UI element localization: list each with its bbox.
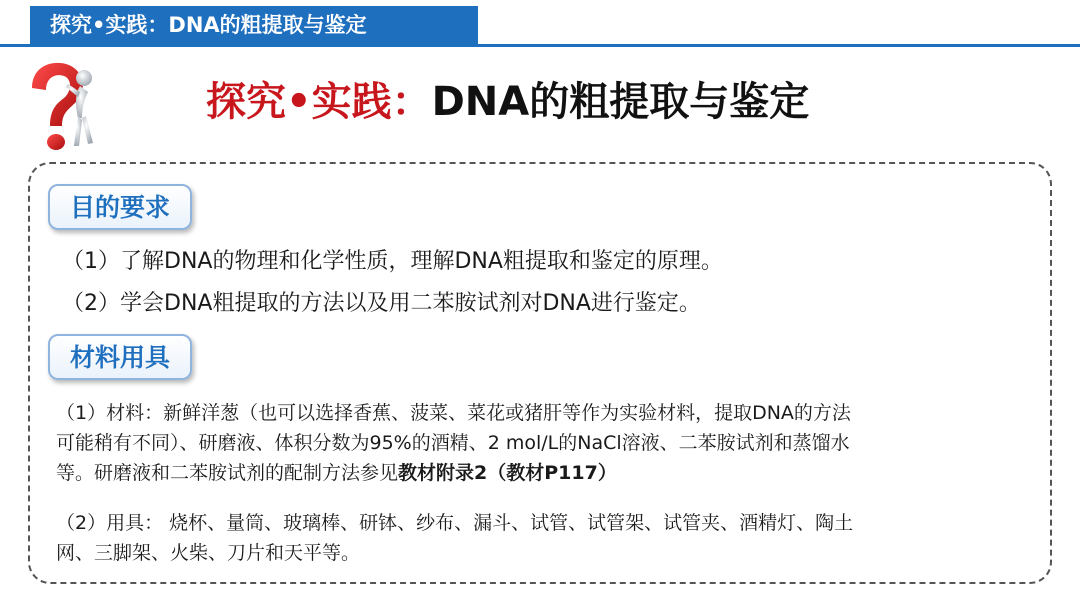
goal-item-2: （2）学会DNA粗提取的方法以及用二苯胺试剂对DNA进行鉴定。 bbox=[62, 291, 701, 316]
page-title bbox=[206, 72, 809, 132]
materials-line-2: 可能稍有不同）、研磨液、体积分数为95%的酒精、2 mol/L的NaCl溶液、二苯胺试剂和蒸馏水 bbox=[56, 432, 850, 454]
tools-line-1: （2）用具： 烧杯、量筒、玻璃棒、研钵、纱布、漏斗、试管、试管架、试管夹、酒精灯、陶土 bbox=[56, 512, 854, 534]
tools-line-2: 网、三脚架、火柴、刀片和天平等。 bbox=[56, 542, 361, 564]
page-title-main: DNA的粗提取与鉴定 bbox=[431, 79, 810, 125]
section-label-goals: 目的要求 bbox=[48, 184, 192, 230]
question-mark-icon bbox=[22, 56, 102, 156]
materials-line-3 bbox=[56, 458, 617, 488]
textbook-appendix-reference: 教材附录2（教材P117） bbox=[398, 462, 617, 484]
page-title-prefix: 探究•实践： bbox=[206, 79, 432, 125]
goal-item-1: （1）了解DNA的物理和化学性质，理解DNA粗提取和鉴定的原理。 bbox=[62, 249, 723, 274]
header-rule bbox=[0, 44, 1080, 47]
header-banner: 探究•实践：DNA的粗提取与鉴定 bbox=[30, 6, 478, 44]
materials-line-1: （1）材料：新鲜洋葱（也可以选择香蕉、菠菜、菜花或猪肝等作为实验材料，提取DNA的方法 bbox=[56, 402, 851, 424]
section-label-materials: 材料用具 bbox=[48, 334, 192, 380]
materials-line-3-text: 等。研磨液和二苯胺试剂的配制方法参见 bbox=[56, 462, 399, 484]
